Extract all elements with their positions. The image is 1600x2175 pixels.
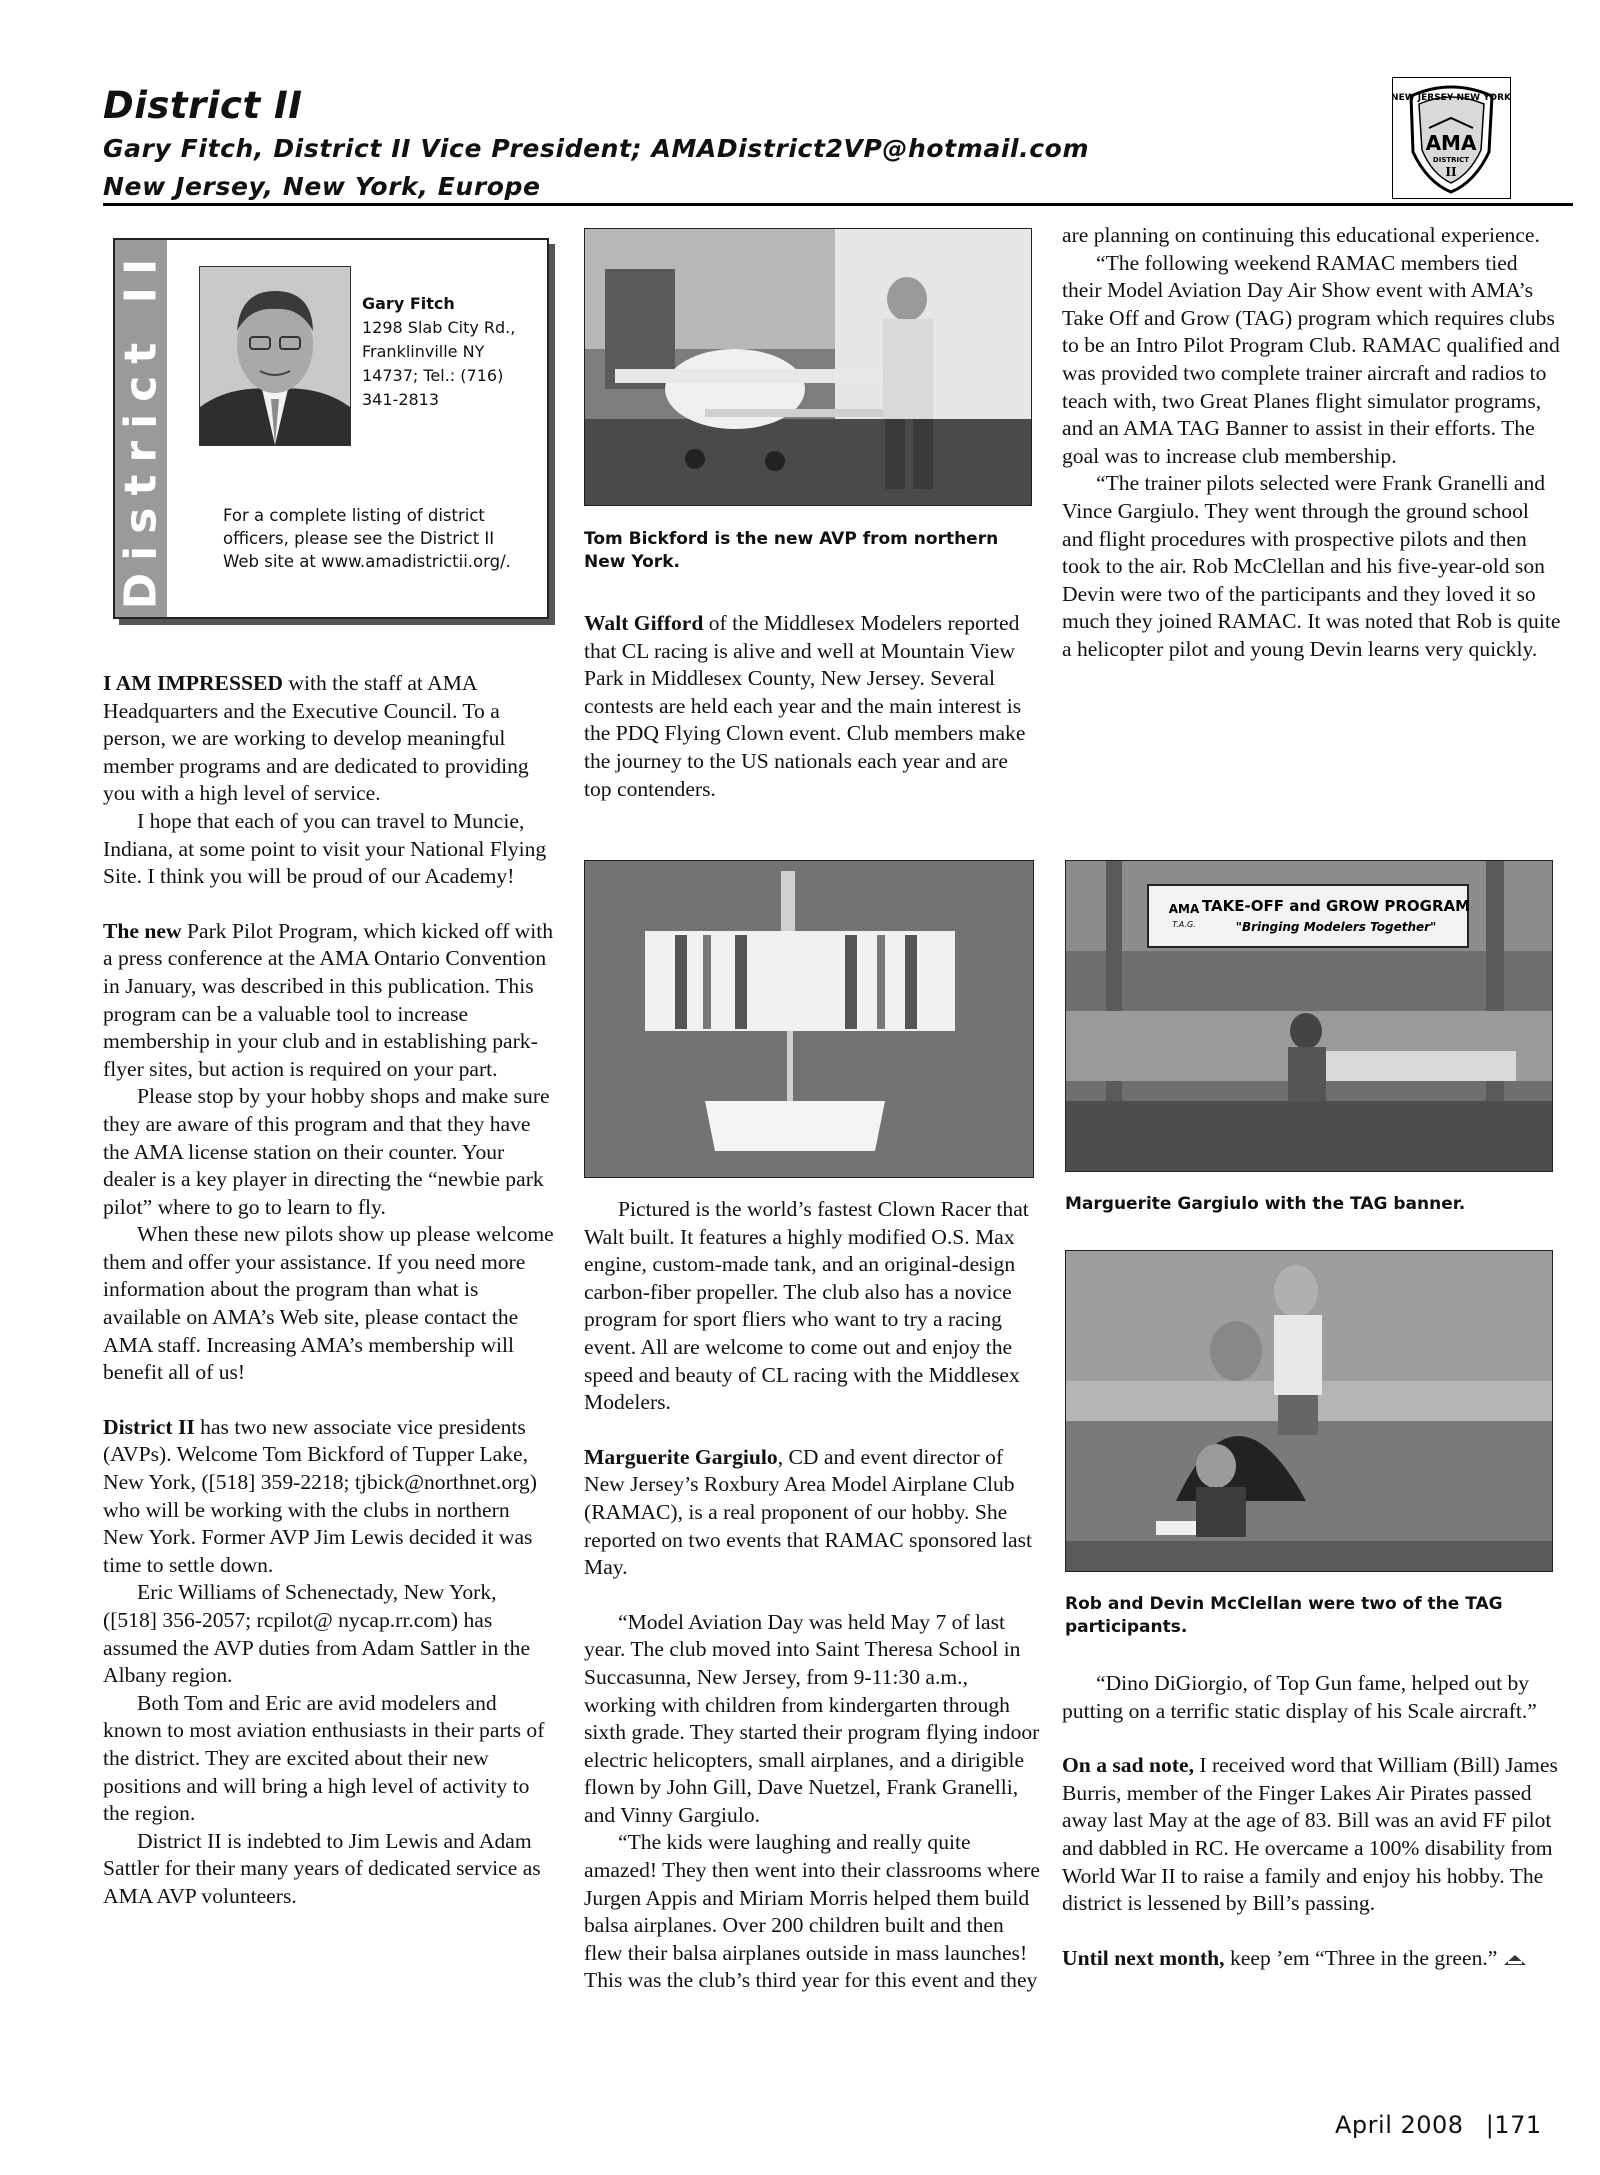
banner-ama: AMA — [1168, 902, 1200, 916]
vertical-district-label: District II — [115, 246, 167, 610]
vp-contact-block — [362, 292, 537, 412]
contact-address-3: 14737; Tel.: (716) — [362, 366, 504, 385]
logo-numeral: II — [1445, 165, 1457, 179]
column-2-text-top — [584, 610, 1040, 803]
header-rule — [103, 203, 1573, 206]
column-1-text — [103, 670, 555, 1911]
caption-tom-bickford: Tom Bickford is the new AVP from northern New York. — [584, 529, 999, 572]
officers-listing-note: For a complete listing of district officers, please see the District II Web site at www.amadistrictii.org/. — [223, 506, 511, 571]
article-header — [103, 84, 1573, 204]
caption-rob-and-devin: Rob and Devin McClellan were two of the TAG participants. — [1065, 1594, 1503, 1637]
issue-date: April 2008 — [1335, 2111, 1464, 2139]
vertical-district-band — [115, 240, 167, 617]
ama-end-mark-icon — [1503, 1954, 1527, 1966]
col1-p5-text: When these new pilots show up please welcome them and offer your assistance. If you need more information about the program than what is available on AMA’s Web site, please contact the AMA staff. Increasing AMA’s membership will benefit all of us! — [103, 1222, 554, 1385]
col1-p9-text: District II is indebted to Jim Lewis and Adam Sattler for their many years of dedicated service as AMA AVP volunteers. — [103, 1828, 541, 1908]
col3-p5-text: I received word that William (Bill) James Burris, member of the Finger Lakes Air Pirates passed away last May at the age of 83. Bill was an avid FF pilot and dabbled in RC. He overcame a 100% disability from World War II to raise a family and enjoy his hobby. The district is lessened by Bill’s passing. — [1062, 1753, 1558, 1916]
photo-rob-and-devin — [1065, 1250, 1553, 1572]
col1-p1-text: with the staff at AMA Headquarters and the Executive Council. To a person, we are working to develop meaningful member programs and are dedicated to providing you with a high level of service. — [103, 671, 529, 806]
col1-p6-lead: District II — [103, 1414, 195, 1439]
column-2-text-bottom — [584, 1196, 1040, 1995]
page-number: 171 — [1494, 2111, 1542, 2139]
logo-ring-text: NEW JERSEY NEW YORK — [1393, 93, 1510, 103]
contact-address-1: 1298 Slab City Rd., — [362, 318, 516, 337]
vp-contact-line: Gary Fitch, District II Vice President; AMADistrict2VP@hotmail.com — [103, 134, 1090, 163]
col2-p2-text: Pictured is the world’s fastest Clown Racer that Walt built. It features a highly modified O.S. Max engine, custom-made tank, and an original-design carbon-fiber propeller. The club also has a novice program for sport fliers who want to try a racing event. All are welcome to come out and enjoy the speed and beauty of CL racing with the Middlesex Modelers. — [584, 1197, 1029, 1415]
col1-p1-lead: I AM IMPRESSED — [103, 671, 283, 695]
page-separator: | — [1485, 2111, 1495, 2139]
col1-p2-text: I hope that each of you can travel to Muncie, Indiana, at some point to visit your National Flying Site. I think you will be proud of our Academy! — [103, 808, 547, 889]
col1-p6-text: has two new associate vice presidents (AVPs). Welcome Tom Bickford of Tupper Lake, New York, ([518] 359-2218; tjbick@northnet.org) who will be working with the clubs in northern New York. Former AVP Jim Lewis decided it was time to settle down. — [103, 1414, 537, 1577]
logo-sub: DISTRICT — [1432, 156, 1470, 164]
col3-p3-text: “The trainer pilots selected were Frank Granelli and Vince Gargiulo. They went through the ground school and flight procedures with prospective pilots and then took to the air. Rob McClellan and his five-year-old son Devin were two of the participants and they loved it so much they joined RAMAC. It was noted that Rob is quite a helicopter pilot and young Devin learns very quickly. — [1062, 471, 1561, 661]
col2-p1-text: of the Middlesex Modelers reported that CL racing is alive and well at Mountain View Park in Middlesex County, New Jersey. Several contests are held each year and the main interest is the PDQ Flying Clown event. Club members make the journey to the US nationals each year and are top contenders. — [584, 611, 1026, 801]
col2-p5-text: “The kids were laughing and really quite amazed! They then went into their classrooms where Jurgen Appis and Miriam Morris helped them build balsa airplanes. Over 200 children built and then flew their balsa airplanes outside in mass launches! This was the club’s third year for this event and they — [584, 1830, 1040, 1993]
column-3-text-top — [1062, 222, 1562, 664]
col2-p1-lead: Walt Gifford — [584, 611, 704, 635]
col1-p7-text: Eric Williams of Schenectady, New York, ([518] 356-2057; rcpilot@ nycap.rr.com) has assumed the AVP duties from Adam Sattler in the Albany region. — [103, 1580, 531, 1688]
region-line: New Jersey, New York, Europe — [103, 172, 541, 201]
col2-p3-lead: Marguerite Gargiulo — [584, 1444, 778, 1469]
photo-tag-banner — [1065, 860, 1553, 1172]
col1-p4-text: Please stop by your hobby shops and make sure they are aware of this program and that they have the AMA license station on their counter. Your dealer is a key player in directing the “newbie park pilot” where to go to learn to fly. — [103, 1084, 550, 1219]
caption-tag-banner: Marguerite Gargiulo with the TAG banner. — [1065, 1194, 1466, 1214]
col1-p8-text: Both Tom and Eric are avid modelers and known to most aviation enthusiasts in their parts of the district. They are excited about their new positions and will bring a high level of activity to the region. — [103, 1690, 545, 1826]
col1-p3-lead: The new — [103, 918, 182, 943]
col3-p1-text: are planning on continuing this educational experience. — [1062, 223, 1540, 247]
col3-p2-text: “The following weekend RAMAC members tied their Model Aviation Day Air Show event with AMA’s Take Off and Grow (TAG) program which requires clubs to be an Intro Pilot Program Club. RAMAC qualified and was provided two complete trainer aircraft and radios to teach with, two Great Planes flight simulator programs, and an AMA TAG Banner to assist in their efforts. The goal was to increase club membership. — [1062, 250, 1560, 468]
banner-subtitle: "Bringing Modelers Together" — [1235, 920, 1437, 934]
contact-name: Gary Fitch — [362, 294, 455, 313]
district-title: District II — [103, 84, 303, 127]
col3-p5-lead: On a sad note, — [1062, 1753, 1194, 1778]
vp-sidebar-box — [113, 238, 549, 619]
column-3-text-bottom — [1062, 1670, 1562, 1972]
photo-clown-racer — [584, 860, 1034, 1178]
contact-address-2: Franklinville NY — [362, 342, 485, 361]
col2-p4-text: “Model Aviation Day was held May 7 of last year. The club moved into Saint Theresa School in Succasunna, New Jersey, from 9-11:30 a.m., working with children from kindergarten through sixth grade. They started their program flying indoor electric helicopters, small airplanes, and a dirigible flown by John Gill, Dave Nuetzel, Frank Granelli, and Vinny Gargiulo. — [584, 1609, 1040, 1827]
col3-p6-lead: Until next month, — [1062, 1945, 1225, 1970]
col2-p3-text: , CD and event director of New Jersey’s Roxbury Area Model Airplane Club (RAMAC), is a real proponent of our hobby. She reported on two events that RAMAC sponsored last May. — [584, 1444, 1033, 1580]
banner-title: TAKE-OFF and GROW PROGRAM — [1201, 897, 1471, 915]
page-footer — [1335, 2111, 1542, 2139]
col1-p3-text: Park Pilot Program, which kicked off with a press conference at the AMA Ontario Convention in January, was described in this publication. This program can be a valuable tool to increase membership in your club and in establishing park-flyer sites, but action is required on your part. — [103, 918, 554, 1081]
col3-p6-text: keep ’em “Three in the green.” — [1224, 1945, 1498, 1970]
gary-fitch-portrait — [199, 266, 351, 446]
photo-tom-bickford — [584, 228, 1032, 506]
col3-p4-text: “Dino DiGiorgio, of Top Gun fame, helped out by putting on a terrific static display of his Scale aircraft.” — [1062, 1671, 1537, 1723]
logo-brand: AMA — [1425, 131, 1477, 155]
ama-district-logo — [1392, 77, 1511, 199]
banner-tag: T.A.G. — [1172, 920, 1196, 929]
contact-address-4: 341-2813 — [362, 390, 440, 409]
